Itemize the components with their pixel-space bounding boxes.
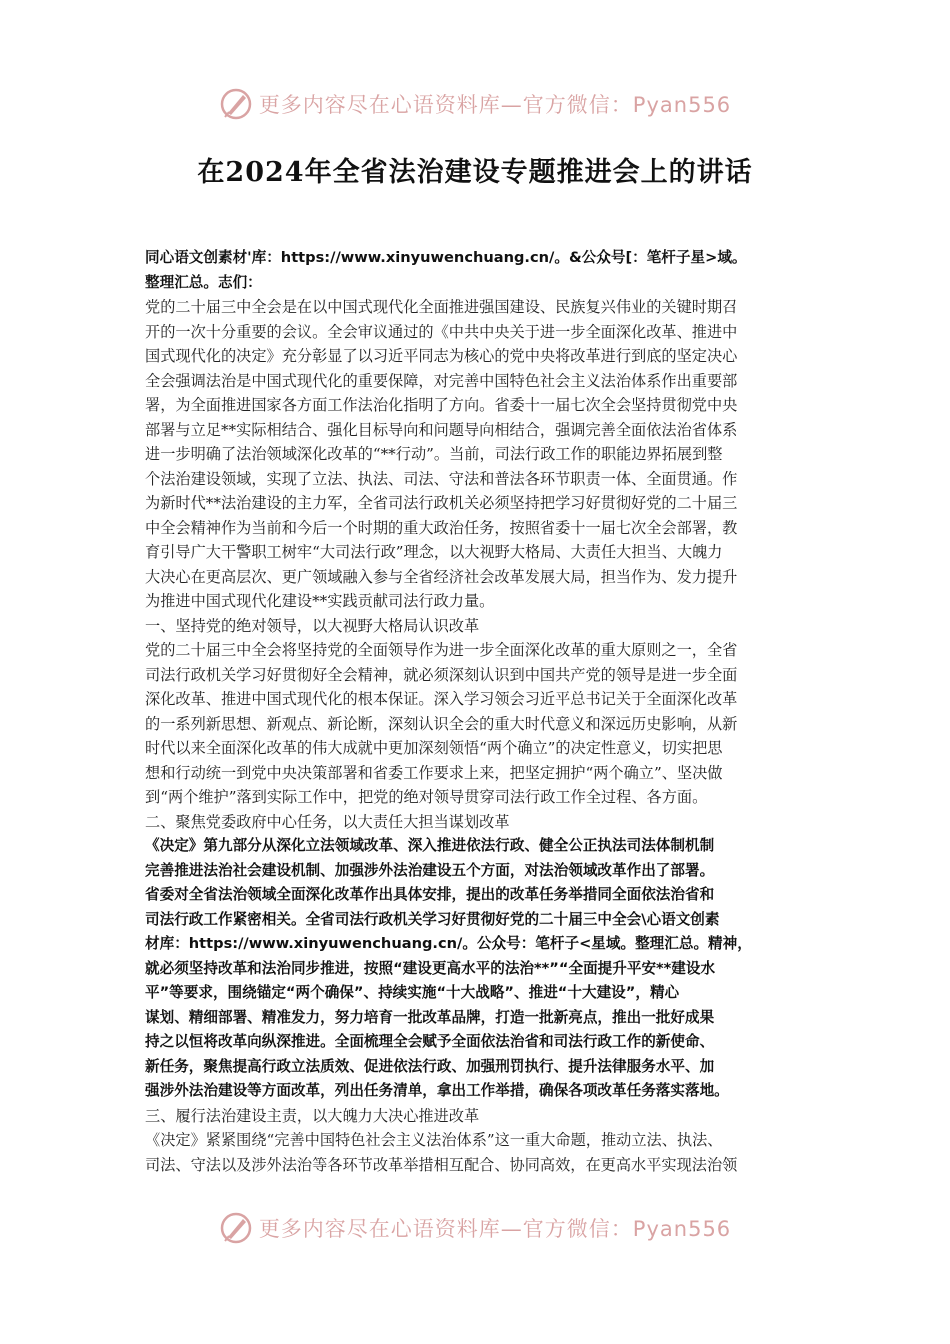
text-line: 开的一次十分重要的会议。全会审议通过的《中共中央关于进一步全面深化改革、推进中 (145, 322, 738, 341)
watermark-banner-top (0, 84, 950, 124)
document-title: 在2024年全省法治建设专题推进会上的讲话 (197, 157, 753, 188)
text-line: 《决定》紧紧围绕“完善中国特色社会主义法治体系”这一重大命题，推动立法、执法、 (145, 1131, 723, 1149)
text-line: 省委对全省法治领域全面深化改革作出具体安排，提出的改革任务举措同全面依法治省和 (145, 886, 715, 903)
text-line: 司法行政机关学习好贯彻好全会精神，就必须深刻认识到中国共产党的领导是进一步全面 (145, 665, 738, 684)
text-line: 想和行动统一到党中央决策部署和省委工作要求上来，把坚定拥护“两个确立”、坚决做 (145, 763, 723, 782)
text-line: 大决心在更高层次、更广领域融入参与全省经济社会改革发展大局，担当作为、发力提升 (145, 567, 738, 586)
watermark-banner-bottom (0, 1208, 950, 1248)
watermark-text: 更多内容尽在心语资料库—官方微信：Pyan556 (258, 1217, 732, 1241)
text-line: 完善推进法治社会建设机制、加强涉外法治建设五个方面，对法治领域改革作出了部署。 (145, 861, 715, 879)
text-line: 时代以来全面深化改革的伟大成就中更加深刻领悟“两个确立”的决定性意义，切实把思 (145, 739, 723, 757)
feather-pen-logo-icon (219, 87, 253, 121)
text-line: 强涉外法治建设等方面改革，列出任务清单，拿出工作举措，确保各项改革任务落实落地。 (145, 1082, 729, 1099)
text-line: 育引导广大干警职工树牢“大司法行政”理念，以大视野大格局、大责任大担当、大魄力 (145, 543, 723, 561)
text-line: 为新时代**法治建设的主力军，全省司法行政机关必须坚持把学习好贯彻好党的二十届三 (145, 494, 738, 512)
text-line: 同心语文创素材'库：https://www.xinyuwenchuang.cn/。&公众号[：笔杆子星>域。 (145, 249, 747, 266)
text-line: 谋划、精细部署、精准发力，努力培育一批改革品牌，打造一批新亮点，推出一批好成果 (145, 1008, 715, 1026)
text-line: 的一系列新思想、新观点、新论断，深刻认识全会的重大时代意义和深远历史影响，从新 (145, 714, 738, 733)
text-line: 党的二十届三中全会是在以中国式现代化全面推进强国建设、民族复兴伟业的关键时期召 (145, 298, 738, 316)
text-line: 一、坚持党的绝对领导，以大视野大格局认识改革 (145, 616, 480, 635)
text-line: 就必须坚持改革和法治同步推进，按照“建设更高水平的法治**”“全面提升平安**建设水 (145, 959, 716, 977)
text-line: 三、履行法治建设主责，以大魄力大决心推进改革 (145, 1106, 480, 1125)
text-line: 司法、守法以及涉外法治等各环节改革举措相互配合、协同高效，在更高水平实现法治领 (145, 1155, 738, 1174)
document-body (145, 246, 815, 1177)
text-line: 部署与立足**实际相结合、强化目标导向和问题导向相结合，强调完善全面依法治省体系 (145, 420, 738, 439)
text-line: 进一步明确了法治领域深化改革的“**行动”。当前，司法行政工作的职能边界拓展到整 (145, 445, 723, 463)
text-line: 持之以恒将改革向纵深推进。全面梳理全会赋予全面依法治省和司法行政工作的新使命、 (145, 1033, 715, 1050)
feather-pen-logo-icon (219, 1211, 253, 1245)
text-line: 新任务，聚焦提高行政立法质效、促进依法行政、加强刑罚执行、提升法律服务水平、加 (145, 1057, 715, 1075)
text-line: 个法治建设领域，实现了立法、执法、司法、守法和普法各环节职责一体、全面贯通。作 (145, 469, 738, 488)
text-line: 党的二十届三中全会将坚持党的全面领导作为进一步全面深化改革的重大原则之一，全省 (145, 641, 738, 659)
text-line: 二、聚焦党委政府中心任务，以大责任大担当谋划改革 (145, 812, 510, 831)
text-line: 司法行政工作紧密相关。全省司法行政机关学习好贯彻好党的二十届三中全会\心语文创素 (145, 910, 720, 928)
text-line: 材库：https://www.xinyuwenchuang.cn/。公众号：笔杆子<星域。整理汇总。精神， (145, 935, 752, 952)
text-line: 《决定》第九部分从深化立法领域改革、深入推进依法行政、健全公正执法司法体制机制 (145, 837, 715, 854)
text-line: 中全会精神作为当前和今后一个时期的重大政治任务，按照省委十一届七次全会部署，教 (145, 518, 738, 537)
text-line: 到“两个维护”落到实际工作中，把党的绝对领导贯穿司法行政工作全过程、各方面。 (145, 788, 708, 806)
text-line: 平”等要求，围绕锚定“两个确保”、持续实施“十大战略”、推进“十大建设”，精心 (145, 984, 680, 1001)
text-line: 国式现代化的决定》充分彰显了以习近平同志为核心的党中央将改革进行到底的坚定决心 (145, 347, 738, 365)
text-line: 整理汇总。志们： (145, 273, 262, 291)
text-line: 署，为全面推进国家各方面工作法治化指明了方向。省委十一届七次全会坚持贯彻党中央 (145, 396, 738, 414)
text-line: 深化改革、推进中国式现代化的根本保证。深入学习领会习近平总书记关于全面深化改革 (145, 690, 738, 708)
watermark-text: 更多内容尽在心语资料库—官方微信：Pyan556 (258, 93, 732, 117)
text-line: 为推进中国式现代化建设**实践贡献司法行政力量。 (145, 592, 495, 610)
text-line: 全会强调法治是中国式现代化的重要保障，对完善中国特色社会主义法治体系作出重要部 (145, 371, 738, 390)
